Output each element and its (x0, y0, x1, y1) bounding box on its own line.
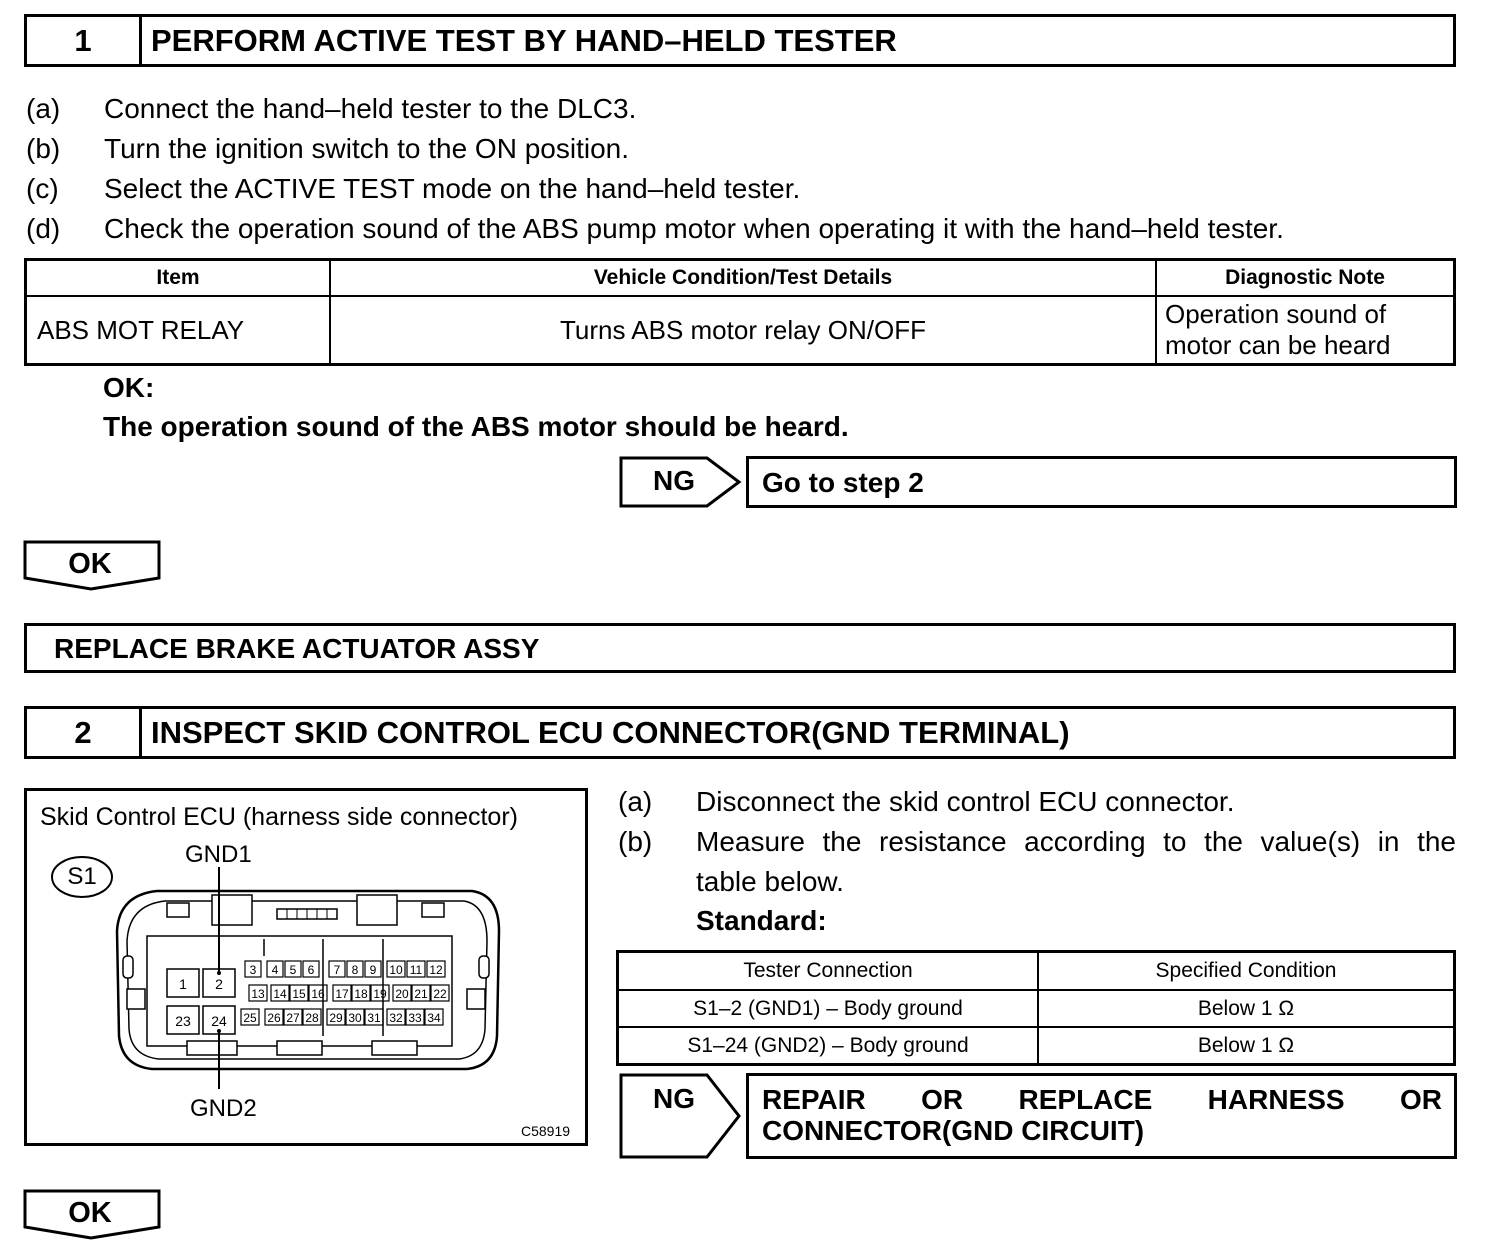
result-box-step1 (24, 623, 1456, 673)
table-header: Item (26, 260, 331, 297)
resistance-table (616, 950, 1456, 1066)
svg-text:3: 3 (249, 963, 257, 977)
svg-text:6: 6 (307, 963, 315, 977)
svg-text:34: 34 (427, 1011, 441, 1025)
svg-text:14: 14 (273, 987, 287, 1001)
step1-number: 1 (27, 17, 142, 64)
svg-text:18: 18 (354, 987, 368, 1001)
svg-text:28: 28 (305, 1011, 319, 1025)
table-cell-item: ABS MOT RELAY (26, 296, 331, 365)
svg-text:19: 19 (373, 987, 387, 1001)
svg-text:31: 31 (367, 1011, 381, 1025)
svg-text:9: 9 (369, 963, 377, 977)
svg-text:7: 7 (333, 963, 341, 977)
svg-text:26: 26 (267, 1011, 281, 1025)
connector-label: S1 (67, 863, 97, 890)
figure-id: C58919 (521, 1123, 571, 1139)
table-row (26, 296, 1455, 365)
table-cell-condition: Below 1 Ω (1038, 1027, 1455, 1065)
svg-text:17: 17 (335, 987, 349, 1001)
svg-text:24: 24 (211, 1013, 227, 1029)
svg-text:2: 2 (215, 976, 223, 992)
table-header: Tester Connection (618, 952, 1039, 991)
svg-text:23: 23 (175, 1013, 191, 1029)
table-row (618, 1027, 1455, 1065)
table-row (618, 990, 1455, 1027)
ng-label: NG (653, 465, 695, 496)
result-text: REPLACE BRAKE ACTUATOR ASSY (54, 633, 540, 664)
ng-branch-step2 (619, 1073, 1457, 1159)
ng-branch-step1 (619, 456, 1457, 508)
svg-text:21: 21 (414, 987, 428, 1001)
step2-number: 2 (27, 709, 142, 756)
svg-text:12: 12 (429, 963, 443, 977)
svg-text:22: 22 (433, 987, 447, 1001)
svg-text:32: 32 (389, 1011, 403, 1025)
ng-action-box (746, 456, 1457, 508)
connector-diagram (24, 788, 588, 1146)
svg-text:29: 29 (329, 1011, 343, 1025)
ok-flow-label: OK (68, 1197, 112, 1229)
svg-text:10: 10 (389, 963, 403, 977)
table-cell-connection: S1–24 (GND2) – Body ground (618, 1027, 1039, 1065)
table-cell-connection: S1–2 (GND1) – Body ground (618, 990, 1039, 1027)
active-test-table (24, 258, 1456, 366)
ng-action-text: Go to step 2 (762, 467, 924, 498)
ok-flow-arrow-2 (23, 1189, 163, 1241)
ng-action-box (746, 1073, 1457, 1159)
step2-header (24, 706, 1456, 759)
instruction-continuation: table below. (696, 866, 844, 897)
ok-flow-label: OK (68, 548, 112, 580)
table-header: Diagnostic Note (1156, 260, 1455, 297)
step2-title: INSPECT SKID CONTROL ECU CONNECTOR(GND TERMINAL) (151, 714, 1070, 750)
ok-flow-arrow-1 (23, 540, 163, 592)
table-header-row (26, 260, 1455, 297)
svg-text:11: 11 (409, 963, 423, 977)
step1-header (24, 14, 1456, 67)
svg-text:25: 25 (243, 1011, 257, 1025)
gnd2-label: GND2 (190, 1095, 257, 1122)
svg-text:8: 8 (351, 963, 359, 977)
svg-text:15: 15 (292, 987, 306, 1001)
ok-criteria-label: OK: (103, 372, 155, 403)
step1-title: PERFORM ACTIVE TEST BY HAND–HELD TESTER (151, 22, 897, 58)
svg-text:13: 13 (251, 987, 265, 1001)
table-header: Specified Condition (1038, 952, 1455, 991)
connector-drawing (27, 791, 585, 1143)
table-cell-note: Operation sound of motor can be heard (1156, 296, 1455, 365)
gnd1-label: GND1 (185, 841, 252, 868)
svg-text:5: 5 (289, 963, 297, 977)
diagram-caption: Skid Control ECU (harness side connector) (40, 803, 518, 831)
svg-text:4: 4 (271, 963, 279, 977)
table-cell-condition: Below 1 Ω (1038, 990, 1455, 1027)
ng-label: NG (653, 1083, 695, 1114)
table-header: Vehicle Condition/Test Details (330, 260, 1156, 297)
svg-text:27: 27 (286, 1011, 300, 1025)
standard-label: Standard: (696, 905, 827, 936)
svg-text:20: 20 (395, 987, 409, 1001)
svg-text:1: 1 (179, 976, 187, 992)
ok-criteria-text: The operation sound of the ABS motor should be heard. (103, 411, 849, 442)
table-cell-details: Turns ABS motor relay ON/OFF (330, 296, 1156, 365)
svg-text:33: 33 (408, 1011, 422, 1025)
svg-text:30: 30 (348, 1011, 362, 1025)
svg-text:16: 16 (311, 987, 325, 1001)
ng-action-text: REPAIR OR REPLACE HARNESS OR CONNECTOR(GND CIRCUIT) (762, 1084, 1442, 1146)
table-header-row (618, 952, 1455, 991)
